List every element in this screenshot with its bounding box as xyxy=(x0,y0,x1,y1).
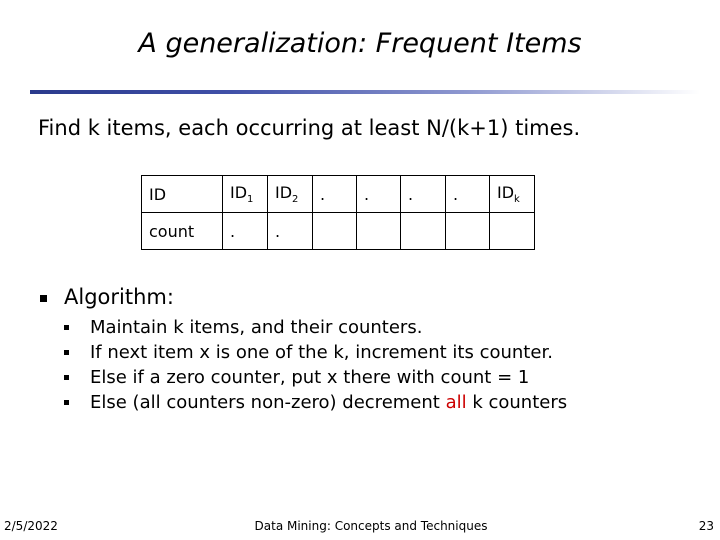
id-count-table xyxy=(141,175,535,250)
table-cell xyxy=(490,213,535,250)
list-item: Else (all counters non-zero) decrement all k counters xyxy=(64,390,567,415)
table-row-count xyxy=(142,213,535,250)
table-cell: . xyxy=(268,213,313,250)
slide-title: A generalization: Frequent Items xyxy=(138,28,582,59)
page-number: 23 xyxy=(698,519,714,533)
table-cell xyxy=(401,213,446,250)
highlight-text: all xyxy=(445,392,467,413)
list-item: Maintain k items, and their counters. xyxy=(64,315,567,340)
table-cell: $ID_2$ xyxy=(268,176,313,213)
table-cell: count xyxy=(142,213,223,250)
square-bullet-icon xyxy=(64,375,69,380)
list-item: If next item x is one of the k, increment its counter. xyxy=(64,340,567,365)
footer-title: Data Mining: Concepts and Techniques xyxy=(254,519,488,533)
table-cell: . xyxy=(223,213,268,250)
algorithm-label: Algorithm: xyxy=(64,285,174,309)
table-row-id xyxy=(142,176,535,213)
square-bullet-icon xyxy=(64,325,69,330)
square-bullet-icon xyxy=(40,295,47,302)
title-divider xyxy=(30,90,700,94)
table-cell: $ID_k$ xyxy=(490,176,535,213)
list-item: Else if a zero counter, put x there with count = 1 xyxy=(64,365,567,390)
square-bullet-icon xyxy=(64,350,69,355)
table-cell: . xyxy=(357,176,401,213)
algorithm-steps xyxy=(64,315,567,415)
table-cell: ID xyxy=(142,176,223,213)
footer-date: 2/5/2022 xyxy=(4,519,58,533)
table-cell: $ID_1$ xyxy=(223,176,268,213)
table-cell: . xyxy=(401,176,446,213)
table-cell xyxy=(357,213,401,250)
slide-subtitle: Find k items, each occurring at least N/(k+1) times. xyxy=(38,116,581,140)
table-cell xyxy=(313,213,357,250)
square-bullet-icon xyxy=(64,400,69,405)
table-cell: . xyxy=(446,176,490,213)
table-cell xyxy=(446,213,490,250)
table-cell: . xyxy=(313,176,357,213)
